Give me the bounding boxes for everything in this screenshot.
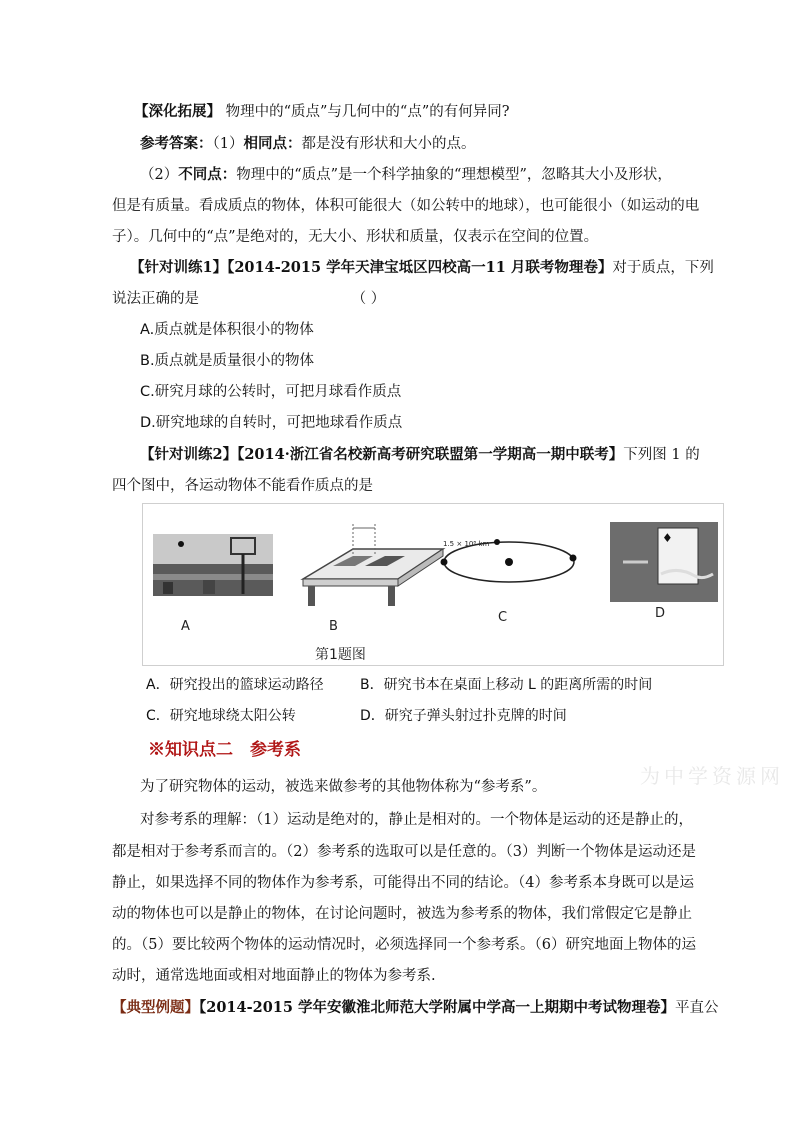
- answer-label: 参考答案：: [140, 135, 213, 152]
- answer-bracket: （ ）: [351, 291, 386, 307]
- example-source: 【2014-2015 学年安徽淮北师范大学附属中学高一上期期中考试物理卷】: [199, 999, 676, 1016]
- exercise1-option-b: B.质点就是质量很小的物体: [140, 353, 315, 369]
- figure-label-b: B: [329, 619, 338, 634]
- basketball-icon: [178, 541, 184, 547]
- figure-label-a: A: [181, 619, 190, 634]
- exercise1-stem-tail: 对于质点，下列: [612, 260, 714, 276]
- answer-line-2: [140, 165, 672, 185]
- exercise1-tag: 【针对训练1】【2014-2015 学年天津宝坻区四校高一11 月联考物理卷】: [130, 259, 613, 276]
- exercise1-stem-text: 说法正确的是: [112, 291, 199, 307]
- exercise2-stem-line2: 四个图中，各运动物体不能看作质点的是: [112, 478, 373, 494]
- example-tag: 【典型例题】: [112, 999, 199, 1016]
- exercise1-stem: [130, 258, 714, 278]
- answer-line-4: 子）。几何中的“点”是绝对的，无大小、形状和质量，仅表示在空间的位置。: [112, 229, 599, 245]
- answer1-num: （1）: [212, 136, 244, 152]
- example-line: [112, 998, 719, 1018]
- exercise2-option-d: D．研究子弹头射过扑克牌的时间: [360, 708, 567, 724]
- example-tail: 平直公: [675, 1000, 719, 1016]
- figure-a-basketball-photo: [153, 534, 273, 596]
- exercise2-stem: [140, 445, 700, 465]
- svg-text:♦: ♦: [662, 531, 673, 545]
- deepen-question: 物理中的“质点”与几何中的“点”的有何异同?: [225, 104, 510, 120]
- deepen-tag: 【深化拓展】: [134, 103, 221, 120]
- orbit-distance: 1.5 × 10⁸ km: [443, 540, 490, 548]
- watermark: 为中学资源网: [640, 764, 784, 788]
- answer2-key: 不同点：: [178, 166, 237, 183]
- answer1-key: 相同点：: [243, 135, 302, 152]
- figure-b-book-table: [303, 524, 443, 606]
- exercise1-stem-line2: [112, 289, 385, 309]
- answer2-num: （2）: [140, 167, 179, 183]
- exercise1-option-d: D.研究地球的自转时，可把地球看作质点: [140, 415, 403, 431]
- section2-line-3: 静止，如果选择不同的物体作为参考系，可能得出不同的结论。（4）参考系本身既可以是运: [112, 875, 694, 891]
- figure-label-d: D: [655, 606, 666, 621]
- answer2-text: 物理中的“质点”是一个科学抽象的“理想模型”，忽略其大小及形状，: [236, 167, 672, 183]
- exercise2-stem-tail: 下列图 1 的: [623, 447, 700, 463]
- section2-line-1: 对参考系的理解：（1）运动是绝对的，静止是相对的。一个物体是运动的还是静止的，: [140, 812, 693, 828]
- answer-line-1: [140, 134, 475, 154]
- section2-line-2: 都是相对于参考系而言的。（2）参考系的选取可以是任意的。（3）判断一个物体是运动还是: [112, 844, 696, 860]
- earth-icon: [441, 559, 448, 566]
- deepen-question-line: [134, 102, 510, 122]
- exercise1-option-a: A.质点就是体积很小的物体: [140, 322, 314, 338]
- section2-line-6: 动时，通常选地面或相对地面静止的物体为参考系.: [112, 968, 436, 984]
- answer1-text: 都是没有形状和大小的点。: [301, 136, 476, 152]
- exercise1-option-c: C.研究月球的公转时，可把月球看作质点: [140, 384, 402, 400]
- figure-d-bullet-card: [610, 522, 718, 602]
- figure-label-c: C: [498, 610, 508, 625]
- section2-line-5: 的。（5）要比较两个物体的运动情况时，必须选择同一个参考系。（6）研究地面上物体的运: [112, 937, 696, 953]
- figure-caption: 第1题图: [315, 647, 366, 663]
- section2-definition: 为了研究物体的运动，被选来做参考的其他物体称为“参考系”。: [140, 779, 547, 795]
- exercise2-option-b: B．研究书本在桌面上移动 L 的距离所需的时间: [360, 677, 653, 693]
- exercise2-option-a: A．研究投出的篮球运动路径: [146, 677, 324, 693]
- figure-c-earth-orbit: [441, 539, 577, 582]
- answer-line-3: 但是有质量。看成质点的物体，体积可能很大（如公转中的地球），也可能很小（如运动的电: [112, 198, 700, 214]
- section2-heading: ※知识点二 参考系: [148, 740, 301, 760]
- section2-line-4: 动的物体也可以是静止的物体，在讨论问题时，被选为参考系的物体，我们常假定它是静止: [112, 906, 692, 922]
- figure-1: [142, 503, 724, 666]
- sun-icon: [505, 558, 513, 566]
- figure-drawing: [143, 504, 723, 665]
- exercise2-option-c: C．研究地球绕太阳公转: [146, 708, 296, 724]
- exercise2-tag: 【针对训练2】【2014·浙江省名校新高考研究联盟第一学期高一期中联考】: [140, 446, 624, 463]
